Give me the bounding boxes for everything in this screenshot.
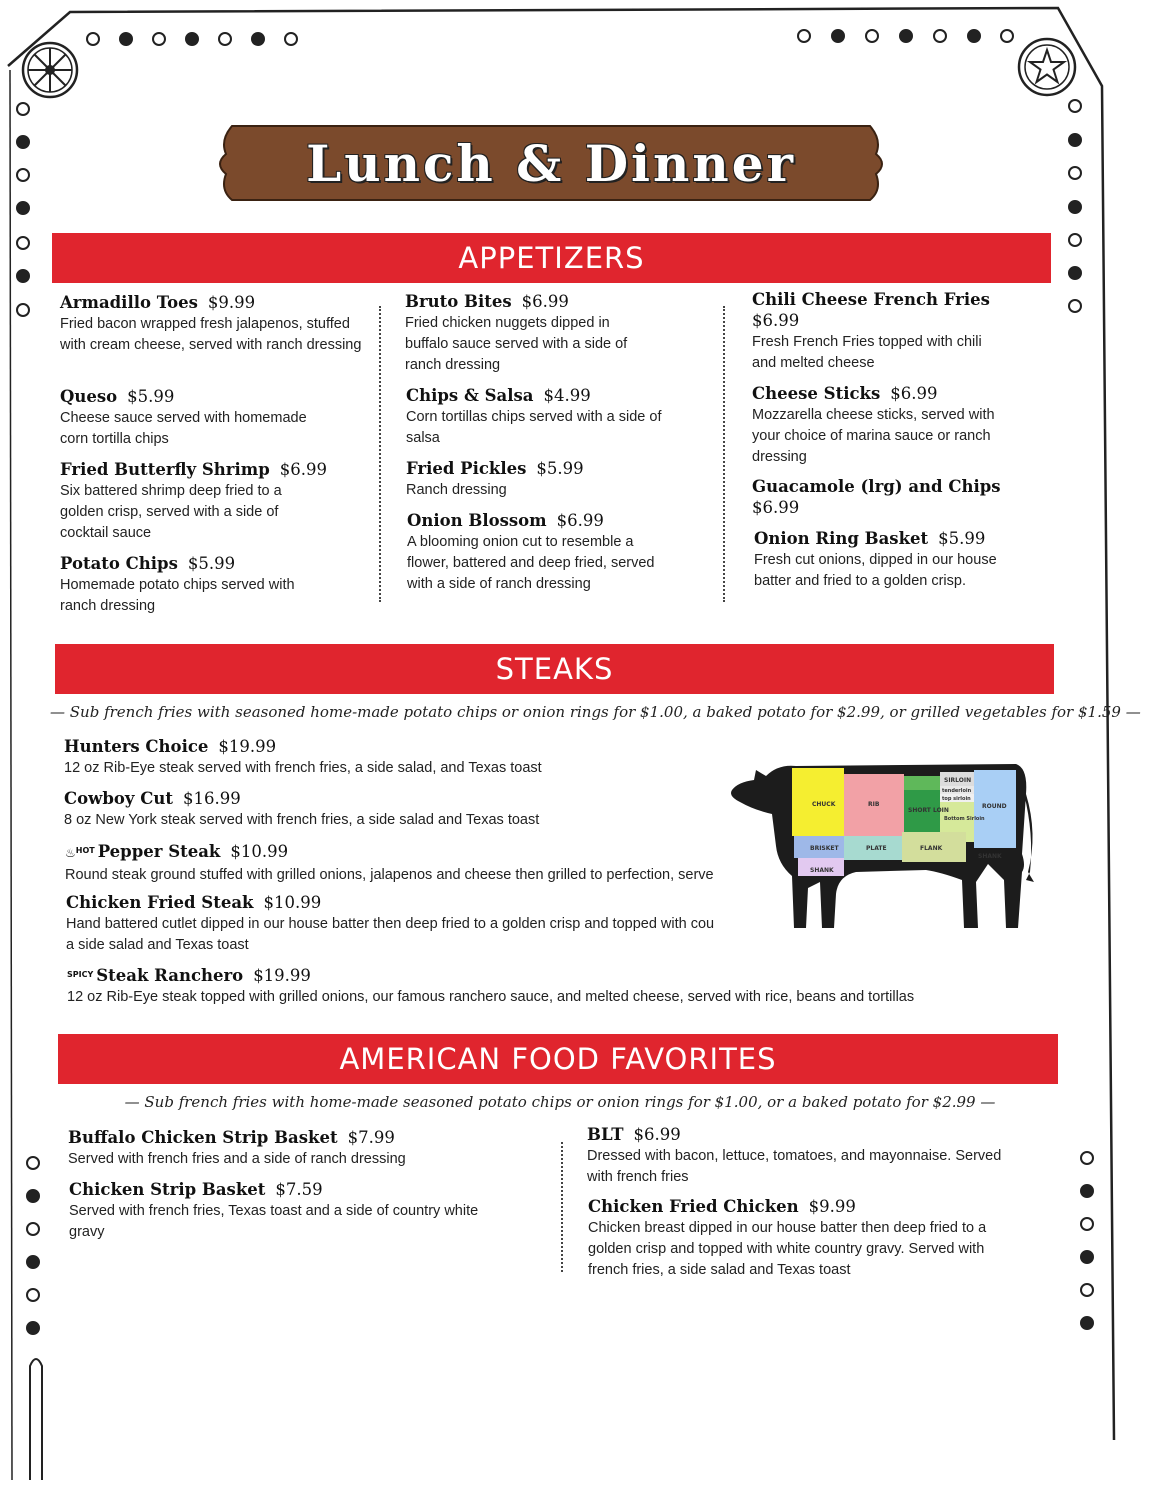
menu-item	[60, 553, 365, 617]
item-name: Queso	[60, 387, 118, 406]
item-price: $5.99	[536, 459, 584, 478]
menu-item	[407, 510, 707, 595]
item-price: $16.99	[182, 789, 241, 808]
item-desc: Ranch dressing	[406, 482, 507, 498]
item-price: $7.99	[347, 1128, 395, 1147]
item-desc: Mozzarella cheese sticks, served with your choice of marina sauce or ranch dressing	[752, 407, 995, 465]
item-name: Steak Ranchero	[96, 966, 244, 985]
item-price: $19.99	[218, 737, 277, 756]
item-desc: Served with french fries, Texas toast and a side of country white gravy	[69, 1203, 479, 1240]
american-heading: AMERICAN FOOD FAVORITES	[58, 1034, 1058, 1084]
appetizers-divider-2	[723, 306, 725, 602]
item-price: $9.99	[207, 293, 256, 312]
item-name: Chicken Fried Steak	[66, 893, 254, 912]
item-name: Fried Butterfly Shrimp	[60, 460, 270, 479]
cut-label: FLANK	[920, 845, 943, 852]
item-price: $10.99	[230, 842, 289, 861]
item-desc: Chicken breast dipped in our house batter then deep fried to a golden crisp and topped with white country gravy. Served with french fries, a side salad and Texas toast	[588, 1220, 987, 1278]
item-price: $6.99	[279, 460, 327, 479]
appetizers-divider-1	[379, 306, 381, 602]
menu-item	[60, 386, 365, 450]
cut-label: Bottom Sirloin	[944, 816, 985, 822]
star-badge-icon	[1016, 36, 1078, 98]
item-price: $19.99	[253, 966, 311, 985]
item-desc: A blooming onion cut to resemble a flower, battered and deep fried, served with a side of ranch dressing	[407, 534, 655, 592]
wagon-wheel-icon	[20, 40, 80, 100]
item-desc: Cheese sauce served with homemade corn tortilla chips	[60, 410, 307, 447]
item-price: $9.99	[808, 1197, 856, 1216]
item-name: Cheese Sticks	[752, 384, 881, 403]
cow-cuts-chart	[726, 754, 1046, 940]
american-divider	[561, 1142, 563, 1272]
item-desc: 12 oz Rib-Eye steak served with french fries, a side salad, and Texas toast	[64, 760, 542, 776]
item-desc: Homemade potato chips served with ranch dressing	[60, 577, 295, 614]
item-desc: Fresh cut onions, dipped in our house batter and fried to a golden crisp.	[754, 552, 997, 589]
item-name: Chili Cheese French Fries	[752, 290, 990, 309]
menu-item	[588, 1196, 1018, 1281]
menu-item	[69, 1179, 529, 1243]
item-price: $6.99	[556, 511, 604, 530]
menu-item	[587, 1124, 1017, 1188]
item-desc: Fried chicken nuggets dipped in buffalo sauce served with a side of ranch dressing	[405, 315, 628, 373]
cut-label: SHANK	[810, 867, 834, 874]
menu-item	[405, 291, 705, 376]
item-price: $7.59	[275, 1180, 323, 1199]
item-price: $6.99	[521, 292, 569, 311]
steak-item	[66, 892, 730, 956]
cut-label: RIB	[868, 801, 880, 808]
cut-label: top sirloin	[942, 796, 971, 802]
item-name: Chicken Strip Basket	[69, 1180, 266, 1199]
item-price: $6.99	[890, 384, 938, 403]
item-name: Guacamole (lrg) and Chips	[752, 477, 1001, 496]
item-name: Chips & Salsa	[406, 386, 534, 405]
item-desc: 8 oz New York steak served with french fries, a side salad and Texas toast	[64, 812, 540, 828]
steak-item	[64, 736, 724, 779]
cut-label: SIRLOIN	[944, 777, 972, 784]
menu-item	[752, 383, 1022, 468]
item-name: Fried Pickles	[406, 459, 527, 478]
menu-item	[406, 458, 706, 501]
item-price: $4.99	[543, 386, 591, 405]
item-name: Chicken Fried Chicken	[588, 1197, 799, 1216]
item-price: $5.99	[127, 387, 175, 406]
item-name: BLT	[587, 1125, 624, 1144]
hot-tag: HOT	[75, 846, 95, 855]
title-plaque	[212, 120, 890, 206]
cut-label: SHORT LOIN	[908, 807, 949, 814]
menu-item	[406, 385, 706, 449]
menu-item	[60, 292, 365, 356]
item-desc: Fresh French Fries topped with chili and melted cheese	[752, 334, 982, 371]
american-sub-note: — Sub french fries with home-made seasoned potato chips or onion rings for $1.00, or a baked potato for $2.99 —	[124, 1093, 996, 1111]
item-price: $5.99	[938, 529, 986, 548]
menu-item	[60, 459, 365, 544]
item-desc: Served with french fries and a side of ranch dressing	[68, 1151, 406, 1167]
cut-label: CHUCK	[812, 801, 836, 808]
steaks-heading: STEAKS	[55, 644, 1054, 694]
item-name: Onion Ring Basket	[754, 529, 929, 548]
item-price: $5.99	[187, 554, 236, 573]
item-name: Hunters Choice	[64, 737, 209, 756]
steak-item	[67, 964, 967, 1008]
item-price: $6.99	[752, 498, 800, 517]
menu-item	[752, 289, 1022, 374]
item-price: $6.99	[633, 1125, 681, 1144]
steak-item	[65, 840, 730, 886]
cut-label: PLATE	[866, 845, 887, 852]
menu-item	[68, 1127, 528, 1170]
item-desc: 12 oz Rib-Eye steak topped with grilled onions, our famous ranchero sauce, and melted cheese, served with rice, beans and tortillas	[67, 989, 915, 1005]
hot-flame-icon: ♨	[65, 846, 76, 860]
menu-item	[754, 528, 1024, 592]
cut-label: BRISKET	[810, 845, 839, 852]
item-desc: Fried bacon wrapped fresh jalapenos, stuffed with cream cheese, served with ranch dressing	[60, 316, 362, 353]
item-name: Pepper Steak	[97, 842, 221, 861]
item-desc: Six battered shrimp deep fried to a golden crisp, served with a side of cocktail sauce	[60, 483, 282, 541]
cut-label: SHANK	[978, 853, 1002, 860]
item-name: Potato Chips	[60, 554, 178, 573]
page-title: Lunch & Dinner	[306, 133, 796, 193]
item-desc: Dressed with bacon, lettuce, tomatoes, and mayonnaise. Served with french fries	[587, 1148, 1002, 1185]
item-name: Bruto Bites	[405, 292, 512, 311]
menu-item	[752, 476, 1022, 518]
item-desc-continued: a side salad and Texas toast	[66, 937, 249, 953]
item-name: Onion Blossom	[407, 511, 547, 530]
item-name: Buffalo Chicken Strip Basket	[68, 1128, 338, 1147]
steaks-sub-note: — Sub french fries with seasoned home-made potato chips or onion rings for $1.00, a baked potato for $2.99, or grilled vegetables for $1.59 —	[50, 703, 1141, 721]
item-desc: Hand battered cutlet dipped in our house batter then deep fried to a golden crisp and topped with cou	[66, 916, 715, 932]
item-desc: Round steak ground stuffed with grilled onions, jalapenos and cheese then grilled to perfection, serve	[65, 867, 714, 883]
item-price: $6.99	[752, 311, 800, 330]
spicy-tag: SPICY	[67, 970, 94, 979]
steak-item	[64, 788, 724, 831]
item-desc: Corn tortillas chips served with a side of salsa	[406, 409, 662, 446]
item-price: $10.99	[263, 893, 322, 912]
appetizers-heading: APPETIZERS	[52, 233, 1051, 283]
item-name: Armadillo Toes	[60, 293, 198, 312]
cut-label: tenderloin	[942, 788, 972, 794]
item-name: Cowboy Cut	[64, 789, 173, 808]
cut-label: ROUND	[982, 803, 1007, 810]
